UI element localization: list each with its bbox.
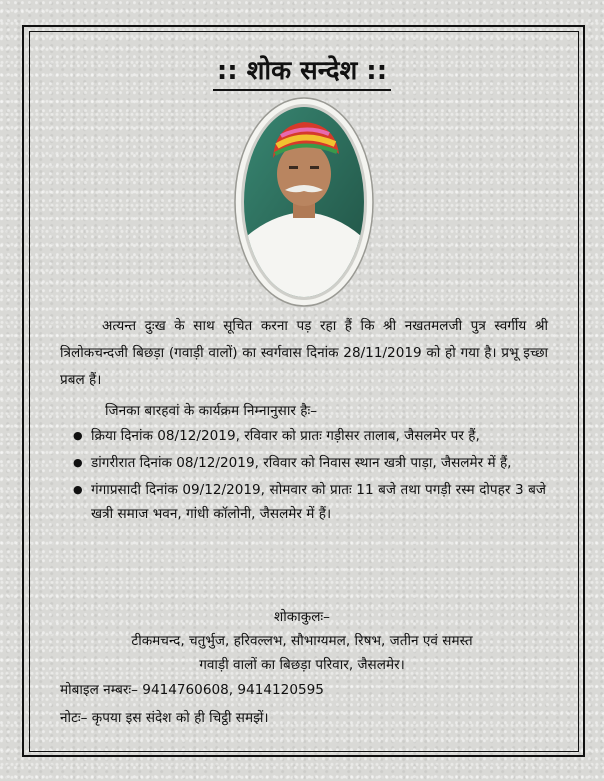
note-text: नोटः– कृपया इस संदेश को ही चिट्ठी समझें।: [60, 710, 269, 726]
mourners-label: शोकाकुलः–: [274, 609, 330, 625]
event-list: [73, 424, 546, 529]
announcement-paragraph: अत्यन्त दुःख के साथ सूचित करना पड़ रहा हैं कि श्री नखतमलजी पुत्र स्वर्गीय श्री त्रिलोकचन्दजी बिछड़ा (गवाड़ी वालों) का स्वर्गवास दिनांक 28/11/2019 को हो गया है। प्रभू इच्छा प्रबल हैं।: [60, 318, 548, 388]
title-wrap: [0, 55, 604, 91]
page-title: :: शोक सन्देश ::: [213, 55, 391, 91]
program-intro: जिनका बारहवां के कार्यक्रम निम्नानुसार हैः–: [105, 403, 317, 419]
portrait-photo: [233, 96, 375, 308]
family-line-2: गवाड़ी वालों का बिछड़ा परिवार, जैसलमेर।: [199, 657, 405, 673]
mobile-numbers: मोबाइल नम्बरः– 9414760608, 9414120595: [60, 682, 324, 698]
list-item: ● क्रिया दिनांक 08/12/2019, रविवार को प्रातः गड़ीसर तालाब, जैसलमेर पर हैं,: [73, 424, 546, 448]
list-item: ● डांगरीरात दिनांक 08/12/2019, रविवार को निवास स्थान खत्री पाड़ा, जैसलमेर में हैं,: [73, 451, 546, 475]
list-item: ● गंगाप्रसादी दिनांक 09/12/2019, सोमवार को प्रातः 11 बजे तथा पगड़ी रस्म दोपहर 3 बजे खत्री समाज भवन, गांधी कॉलोनी, जैसलमेर में हैं।: [73, 478, 546, 526]
family-line-1: टीकमचन्द, चतुर्भुज, हरिवल्लभ, सौभाग्यमल, रिषभ, जतीन एवं समस्त: [131, 633, 473, 649]
